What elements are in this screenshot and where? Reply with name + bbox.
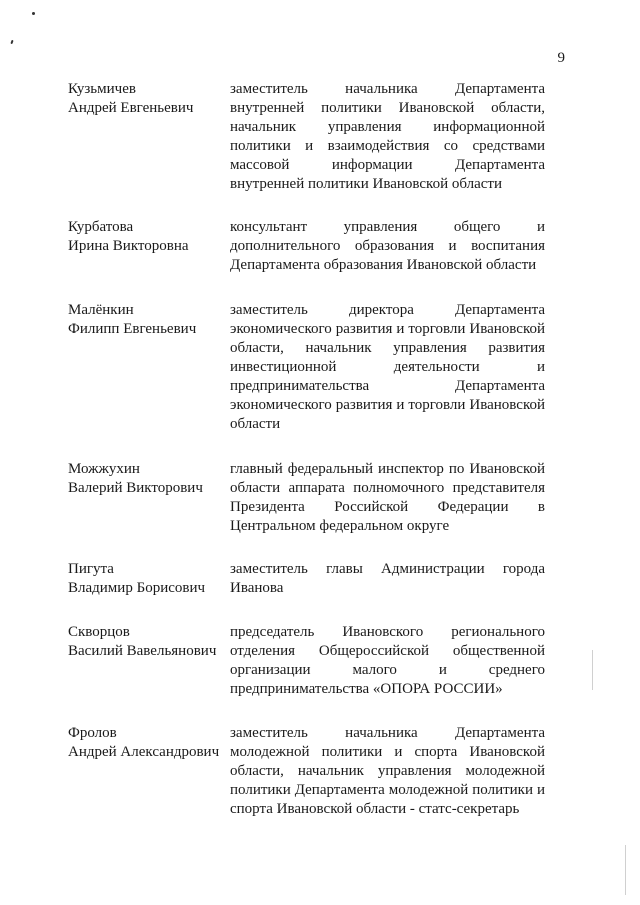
member-given-names: Василий Вавельянович <box>68 643 217 659</box>
member-surname: Малёнкин <box>68 302 134 318</box>
member-name <box>68 301 230 434</box>
member-given-names: Валерий Викторович <box>68 480 203 496</box>
member-position: консультант управления общего и дополнительного образования и воспитания Департамента образования Ивановской области <box>230 219 545 273</box>
member-entry <box>68 80 548 194</box>
member-position: председатель Ивановского регионального отделения Общероссийской общественной организации малого и среднего предпринимательства «ОПОРА РОССИИ» <box>230 624 545 697</box>
member-list <box>68 80 548 819</box>
member-position: заместитель главы Администрации города Иванова <box>230 561 545 596</box>
member-surname: Пигута <box>68 561 114 577</box>
member-entry <box>68 623 548 699</box>
scan-margin-line <box>592 650 593 690</box>
member-given-names: Андрей Евгеньевич <box>68 100 194 116</box>
member-given-names: Андрей Александрович <box>68 744 220 760</box>
member-surname: Курбатова <box>68 219 134 235</box>
member-name <box>68 80 230 194</box>
member-position: заместитель начальника Департамента внутренней политики Ивановской области, начальник управления информационной политики и взаимодействия со средствами массовой информации Департамента внутренней политики Ивановской области <box>230 81 545 192</box>
scan-speck <box>32 12 35 15</box>
member-name <box>68 460 230 536</box>
member-entry <box>68 460 548 536</box>
member-surname: Фролов <box>68 725 117 741</box>
member-given-names: Филипп Евгеньевич <box>68 321 197 337</box>
member-name <box>68 560 230 598</box>
scan-margin-line <box>625 845 626 895</box>
member-name <box>68 623 230 699</box>
member-name <box>68 724 230 819</box>
member-surname: Кузьмичев <box>68 81 136 97</box>
member-surname: Можжухин <box>68 461 140 477</box>
member-given-names: Владимир Борисович <box>68 580 206 596</box>
member-entry <box>68 301 548 434</box>
member-name <box>68 218 230 275</box>
member-entry <box>68 560 548 598</box>
member-position: заместитель директора Департамента экономического развития и торговли Ивановской области, начальник управления развития инвестиционной деятельности и предпринимательства Департамента экономического развития и торговли Ивановской области <box>230 302 545 432</box>
scan-speck <box>10 40 13 44</box>
page-number: 9 <box>557 50 565 66</box>
member-surname: Скворцов <box>68 624 130 640</box>
member-given-names: Ирина Викторовна <box>68 238 189 254</box>
member-position: главный федеральный инспектор по Ивановской области аппарата полномочного представителя Президента Российской Федерации в Центральном федеральном округе <box>230 461 545 534</box>
member-entry <box>68 218 548 275</box>
member-entry <box>68 724 548 819</box>
member-position: заместитель начальника Департамента молодежной политики и спорта Ивановской области, начальник управления молодежной политики Департамента молодежной политики и спорта Ивановской области - статс-секретарь <box>230 725 545 817</box>
